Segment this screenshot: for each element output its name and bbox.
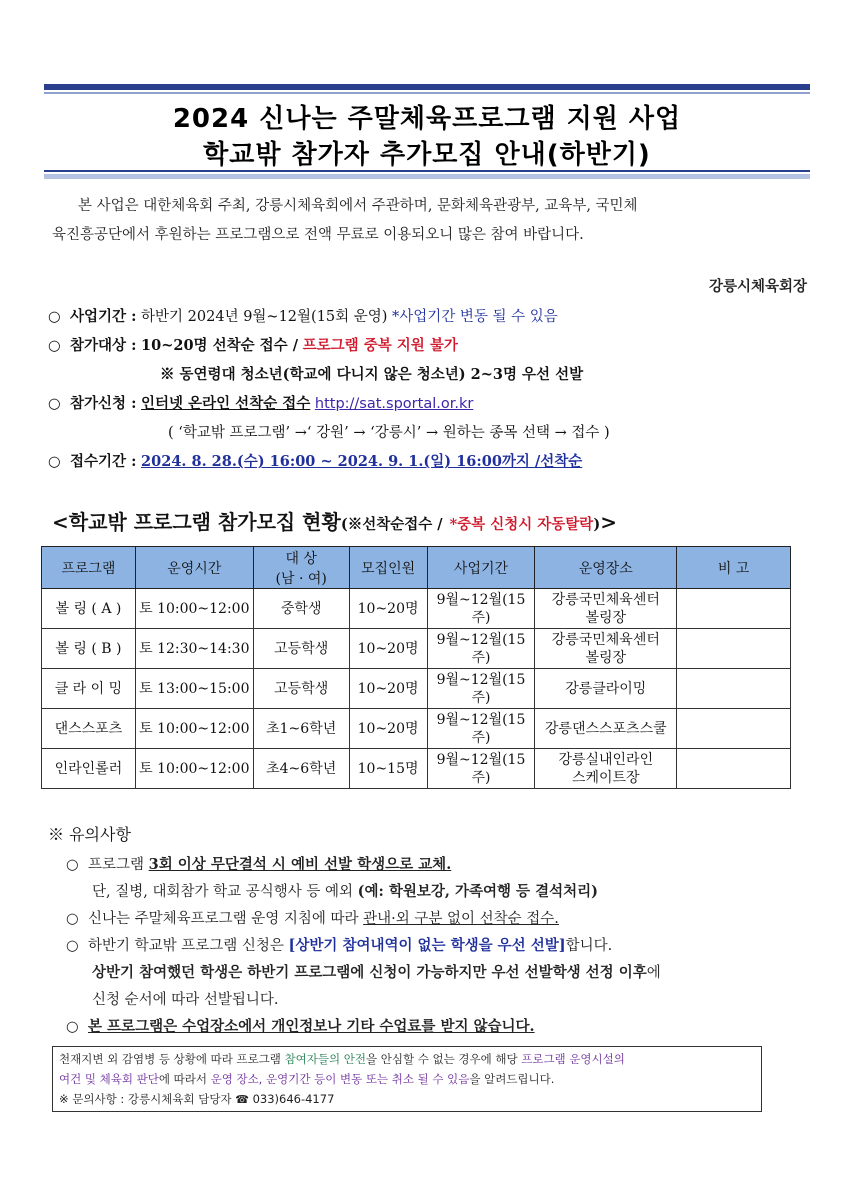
program-table [41, 546, 791, 789]
header-count: 모집인원 [349, 547, 427, 589]
apply-link[interactable]: http://sat.sportal.or.kr [314, 396, 474, 412]
caution-1-bold: 3회 이상 무단결석 시 예비 선발 학생으로 교체. [148, 856, 452, 873]
bullet-circle-icon: ○ [48, 396, 61, 412]
notice-box [52, 1046, 762, 1112]
cell-period: 9월~12월(15주) [427, 749, 535, 789]
bullet-circle-icon: ○ [48, 454, 61, 470]
notice-p1: 천재지변 외 감염병 등 상황에 따라 프로그램 [59, 1052, 281, 1066]
cell-place [535, 669, 677, 709]
section-note-1: ※선착순접수 / [347, 516, 443, 533]
info-apply-label: 참가신청 : [70, 395, 137, 412]
info-deadline [48, 450, 582, 471]
header-note: 비 고 [677, 547, 791, 589]
notice-p8: 을 알려드립니다. [469, 1072, 555, 1086]
caution-item-3-sub [92, 961, 661, 982]
caution-3-sub-bold: 상반기 참여했던 학생은 하반기 프로그램에 신청이 가능하지만 우선 선발학생 선정 이후 [92, 964, 647, 981]
cell-note [677, 709, 791, 749]
cell-count: 10~20명 [349, 629, 427, 669]
cell-period: 9월~12월(15주) [427, 669, 535, 709]
cell-place [535, 749, 677, 789]
header-place: 운영장소 [535, 547, 677, 589]
header-period: 사업기간 [427, 547, 535, 589]
caution-1-sub-bold: (예: 학원보강, 가족여행 등 결석처리) [357, 883, 599, 900]
page-title: 2024 신나는 주말체육프로그램 지원 사업 [172, 104, 682, 134]
table-row [42, 589, 791, 629]
cell-target: 초4~6학년 [253, 749, 349, 789]
info-apply-value: 인터넷 온라인 선착순 접수 [141, 395, 311, 412]
cell-target: 고등학생 [253, 669, 349, 709]
info-apply-sub: ( ‘학교밖 프로그램’ →‘ 강원’ → ‘강릉시’ → 원하는 종목 선택 → 접수 ) [168, 425, 610, 441]
notice-line-1 [59, 1049, 755, 1069]
header-time: 운영시간 [135, 547, 253, 589]
cell-time: 토 10:00~12:00 [135, 709, 253, 749]
cell-place-line2: 볼링장 [585, 609, 627, 626]
info-deadline-label: 접수기간 : [70, 453, 137, 470]
cell-program: 볼 링 ( A ) [42, 589, 136, 629]
cell-note [677, 669, 791, 709]
cell-count: 10~20명 [349, 669, 427, 709]
info-target [48, 334, 458, 355]
table-row [42, 709, 791, 749]
info-period [48, 305, 558, 326]
section-title-text: 학교밖 프로그램 참가모집 현황 [68, 510, 341, 534]
notice-contact-label: ※ 문의사항 : 강릉시체육회 담당자 [59, 1092, 232, 1106]
cell-place-line1: 강릉실내인라인 [558, 751, 654, 768]
caution-3-sub-post: 에 [646, 965, 661, 981]
notice-line-2 [59, 1069, 755, 1089]
cell-program: 댄스스포츠 [42, 709, 136, 749]
info-target-note: 프로그램 중복 지원 불가 [302, 337, 458, 354]
header-target-line2: (남 · 여) [275, 570, 327, 587]
section-title [52, 506, 617, 535]
table-row [42, 669, 791, 709]
title-rule-bottom-thick [44, 174, 810, 179]
caution-item-1-sub [92, 880, 598, 901]
table-row [42, 629, 791, 669]
bullet-circle-icon: ○ [66, 857, 79, 873]
caution-3-blue: [상반기 참여내역이 없는 학생을 우선 선발] [288, 937, 566, 954]
header-target-line1: 대 상 [285, 550, 317, 567]
cell-place-line2: 볼링장 [585, 649, 627, 666]
title-rule-top-thin [44, 92, 810, 94]
notice-p3: 을 안심할 수 없는 경우에 해당 [365, 1052, 518, 1066]
cell-program: 볼 링 ( B ) [42, 629, 136, 669]
section-bracket-open: < [52, 510, 69, 534]
cell-count: 10~20명 [349, 709, 427, 749]
caution-3-pre: 하반기 학교밖 프로그램 신청은 [88, 938, 284, 954]
title-rule-bottom [44, 170, 810, 172]
cell-target: 중학생 [253, 589, 349, 629]
caution-item-2 [66, 907, 559, 928]
cell-program: 인라인롤러 [42, 749, 136, 789]
cell-time: 토 13:00~15:00 [135, 669, 253, 709]
page-subtitle: 학교밖 참가자 추가모집 안내(하반기) [203, 140, 651, 170]
cell-target: 초1~6학년 [253, 709, 349, 749]
cell-place [535, 629, 677, 669]
cell-note [677, 589, 791, 629]
bullet-circle-icon: ○ [66, 911, 79, 927]
bullet-circle-icon: ○ [66, 1019, 79, 1035]
intro-line-2: 육진흥공단에서 후원하는 프로그램으로 전액 무료로 이용되오니 많은 참여 바랍니다. [52, 227, 584, 243]
bullet-circle-icon: ○ [48, 309, 61, 325]
cell-place-line1: 강릉클라이밍 [565, 680, 647, 697]
cell-time: 토 12:30~14:30 [135, 629, 253, 669]
table-row [42, 749, 791, 789]
caution-3-post: 합니다. [565, 938, 613, 954]
info-target-sub: ※ 동연령대 청소년(학교에 다니지 않은 청소년) 2~3명 우선 선발 [160, 366, 584, 383]
section-note-open: ( [340, 516, 348, 533]
caution-4-bold: 본 프로그램은 수업장소에서 개인정보나 기타 수업료를 받지 않습니다. [88, 1018, 535, 1035]
section-bracket-close: > [600, 510, 617, 534]
caution-2-ul: 관내·외 구분 없이 선착순 접수. [363, 911, 559, 927]
caution-1-sub-text: 단, 질병, 대회참가 학교 공식행사 등 예외 [92, 884, 353, 900]
caution-item-3-sub2: 신청 순서에 따라 선발됩니다. [92, 992, 279, 1008]
notice-p4: 프로그램 운영시설의 [521, 1052, 625, 1066]
title-rule-top [44, 84, 810, 90]
caution-item-4 [66, 1015, 535, 1036]
bullet-circle-icon: ○ [66, 938, 79, 954]
cell-program: 클 라 이 밍 [42, 669, 136, 709]
cell-period: 9월~12월(15주) [427, 629, 535, 669]
cell-place [535, 589, 677, 629]
cell-note [677, 629, 791, 669]
notice-phone: 033)646-4177 [252, 1092, 335, 1106]
cell-time: 토 10:00~12:00 [135, 749, 253, 789]
cell-target: 고등학생 [253, 629, 349, 669]
cell-place-line1: 강릉국민체육센터 [551, 631, 660, 648]
section-note-2: *중복 신청시 자동탈락 [449, 516, 594, 533]
caution-1-pre: 프로그램 [88, 857, 145, 873]
cell-note [677, 749, 791, 789]
notice-p7: 운영 장소, 운영기간 등이 변동 또는 취소 될 수 있음 [210, 1072, 470, 1086]
table-header-row [42, 547, 791, 589]
intro-line-1: 본 사업은 대한체육회 주최, 강릉시체육회에서 주관하며, 문화체육관광부, 교육부, 국민체 [78, 198, 638, 214]
cell-place-line2: 스케이트장 [571, 769, 640, 786]
caution-item-3 [66, 934, 612, 955]
notice-contact [59, 1089, 755, 1110]
cell-period: 9월~12월(15주) [427, 709, 535, 749]
bullet-circle-icon: ○ [48, 338, 61, 354]
info-target-value: 10~20명 선착순 접수 / [141, 337, 299, 354]
organizer: 강릉시체육회장 [708, 278, 807, 295]
info-period-label: 사업기간 : [70, 308, 137, 325]
caution-heading: ※ 유의사항 [48, 825, 131, 844]
info-apply [48, 392, 473, 413]
phone-icon: ☎ [235, 1093, 249, 1106]
info-target-label: 참가대상 : [70, 337, 137, 354]
header-target [253, 547, 349, 589]
cell-count: 10~20명 [349, 589, 427, 629]
cell-place-line1: 강릉댄스스포츠스쿨 [544, 720, 667, 737]
info-period-value: 하반기 2024년 9월~12월(15회 운영) [141, 309, 388, 325]
cell-period: 9월~12월(15주) [427, 589, 535, 629]
info-period-note: *사업기간 변동 될 수 있음 [392, 309, 558, 325]
cell-place-line1: 강릉국민체육센터 [551, 591, 660, 608]
header-program: 프로그램 [42, 547, 136, 589]
notice-p5: 여건 및 체육회 판단 [59, 1072, 159, 1086]
cell-time: 토 10:00~12:00 [135, 589, 253, 629]
notice-p6: 에 따라서 [158, 1072, 207, 1086]
cell-count: 10~15명 [349, 749, 427, 789]
cell-place [535, 709, 677, 749]
notice-p2: 참여자들의 안전 [284, 1052, 366, 1066]
info-deadline-value: 2024. 8. 28.(수) 16:00 ~ 2024. 9. 1.(일) 16:00까지 /선착순 [141, 453, 583, 470]
section-note-close: ) [593, 516, 601, 533]
caution-item-1 [66, 853, 451, 874]
caution-2-pre: 신나는 주말체육프로그램 운영 지침에 따라 [88, 911, 359, 927]
